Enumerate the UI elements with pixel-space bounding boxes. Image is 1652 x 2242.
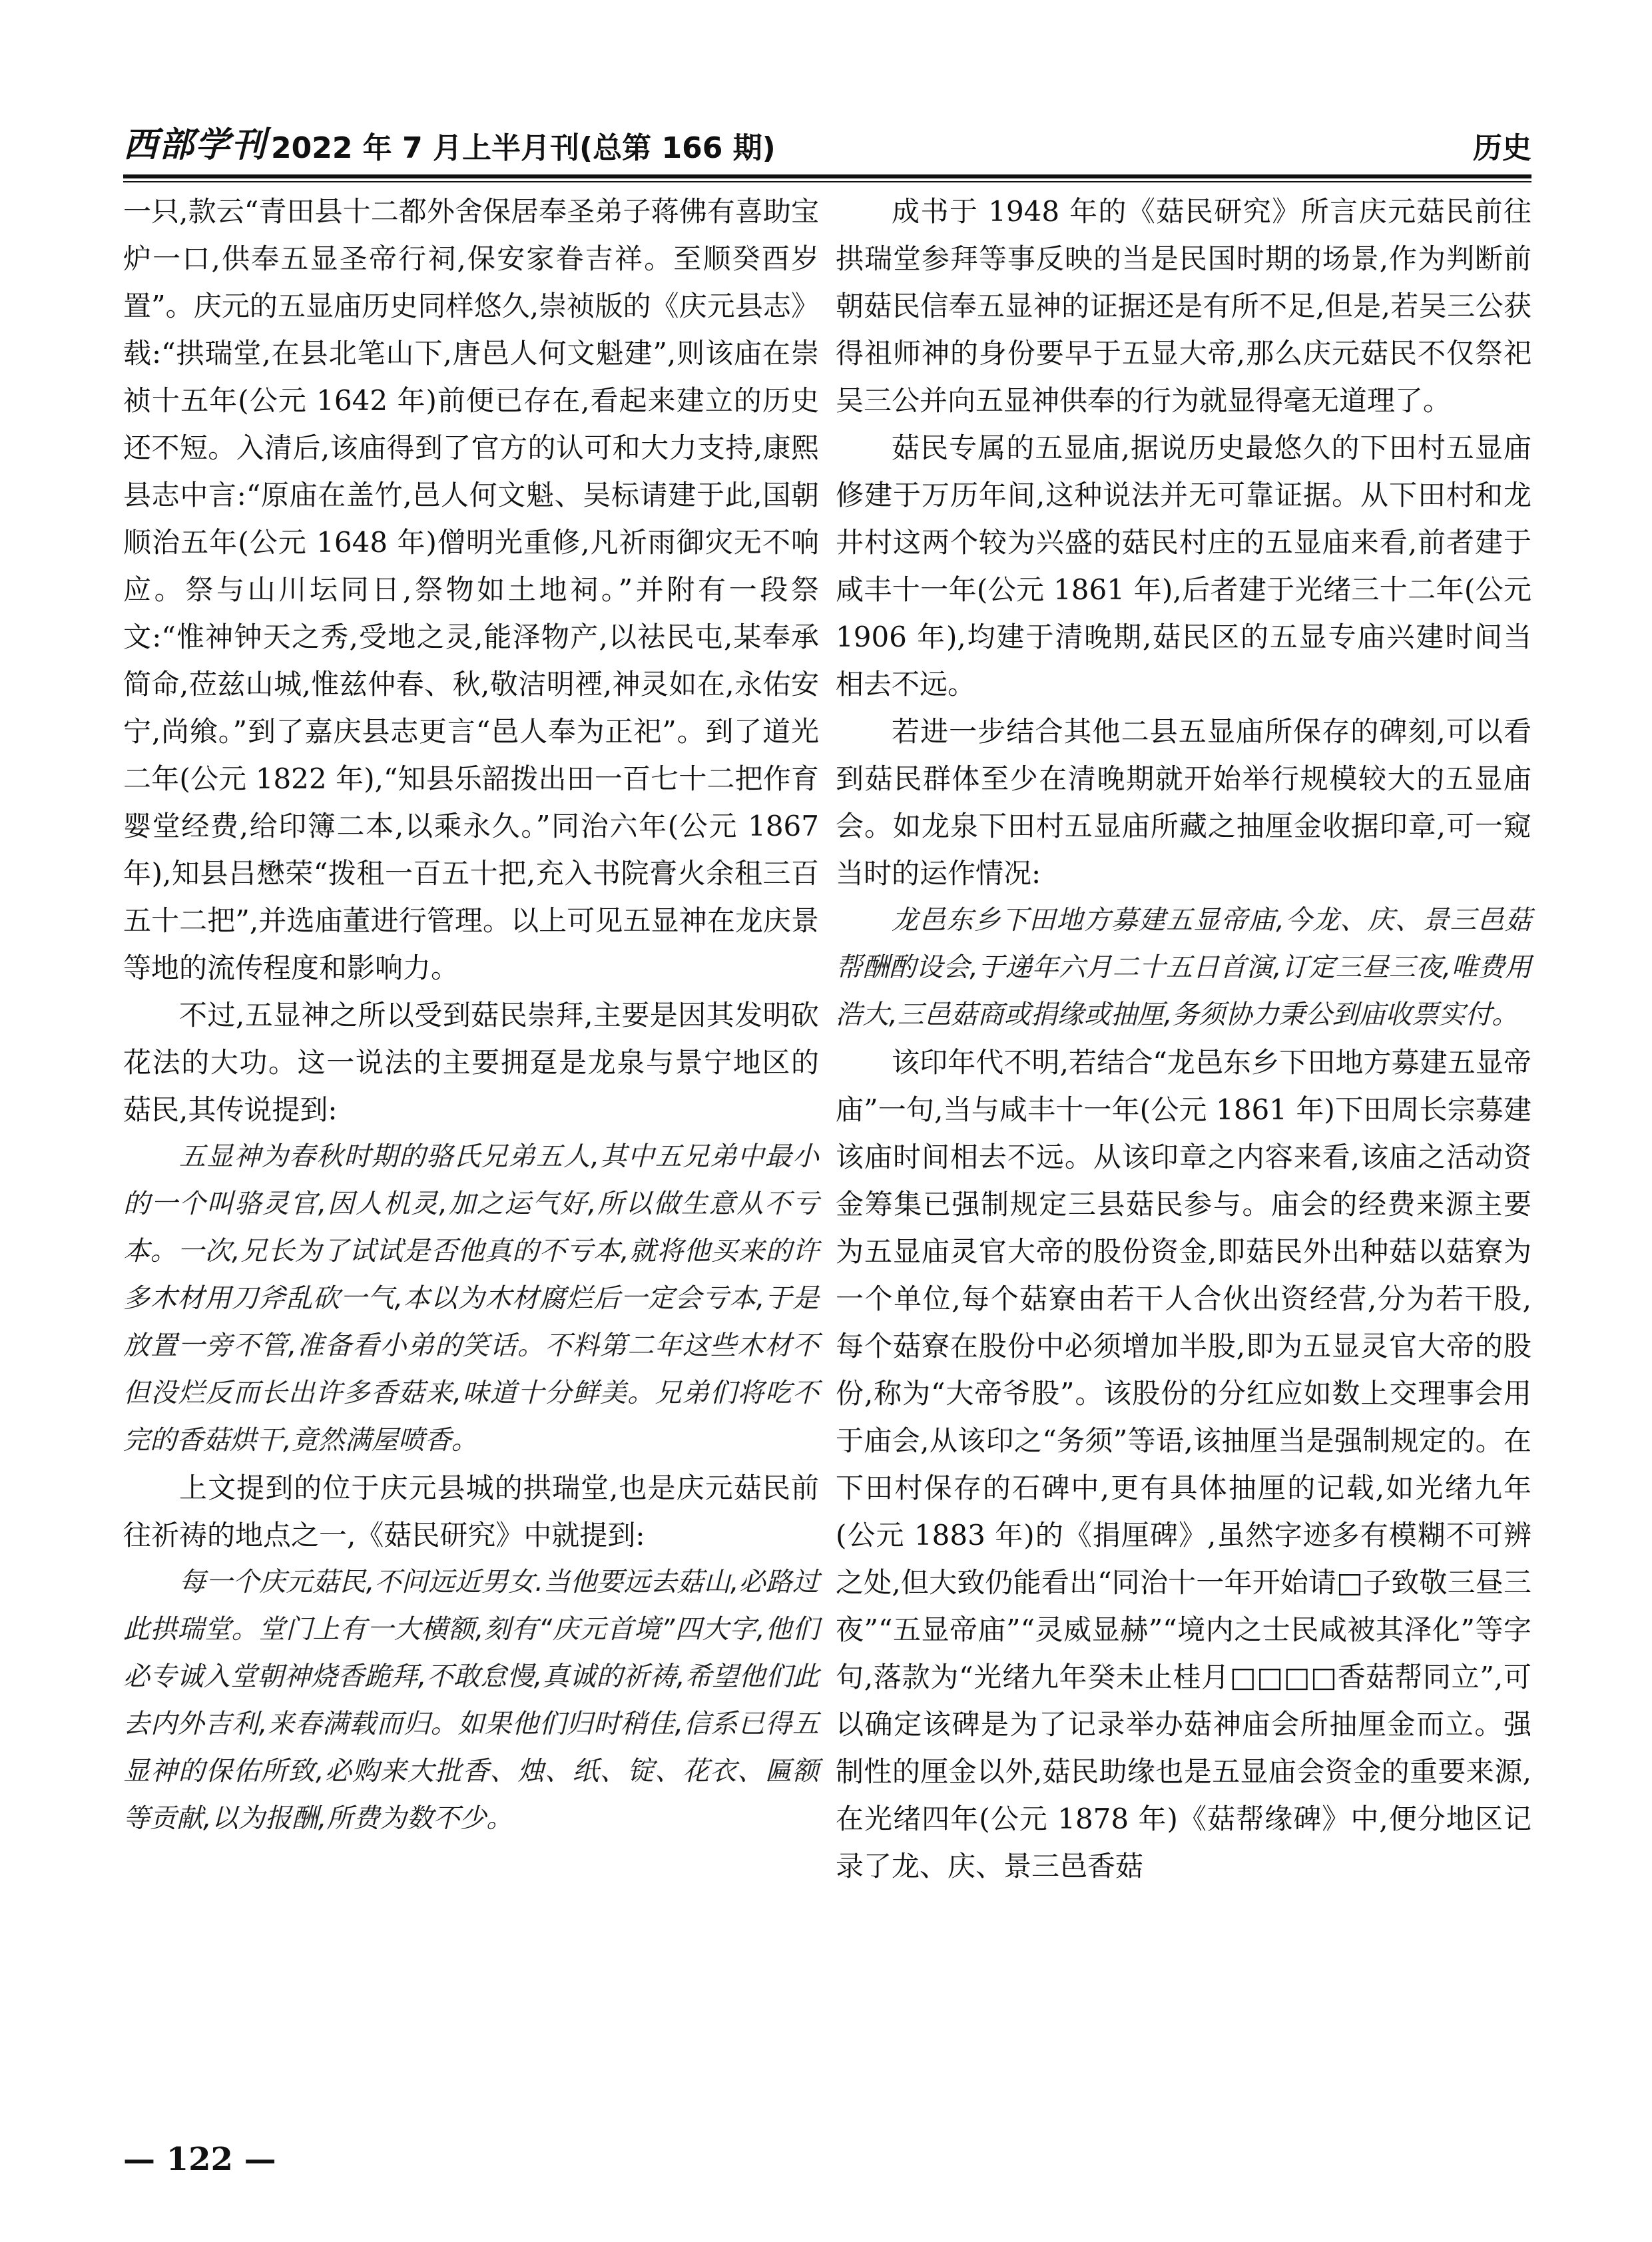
- section-label: 历史: [1473, 131, 1531, 165]
- paragraph: 若进一步结合其他二县五显庙所保存的碑刻,可以看到菇民群体至少在清晚期就开始举行规模较大的五显庙会。如龙泉下田村五显庙所藏之抽厘金收据印章,可一窥当时的运作情况:: [836, 715, 1531, 890]
- paragraph: 该印年代不明,若结合“龙邑东乡下田地方募建五显帝庙”一句,当与咸丰十一年(公元 1861 年)下田周长宗募建该庙时间相去不远。从该印章之内容来看,该庙之活动资金筹集已强制规定三县菇民参与。庙会的经费来源主要为五显庙灵官大帝的股份资金,即菇民外出种菇以菇寮为一个单位,每个菇寮由若干人合伙出资经营,分为若干股,每个菇寮在股份中必须增加半股,即为五显灵官大帝的股份,称为“大帝爷股”。该股份的分红应如数上交理事会用于庙会,从该印之“务须”等语,该抽厘当是强制规定的。在下田村保存的石碑中,更有具体抽厘的记载,如光绪九年(公元 1883 年)的《捐厘碑》,虽然字迹多有模糊不可辨之处,但大致仍能看出“同治十一年开始请□子致敬三昼三夜”“五显帝庙”“灵威显赫”“境内之士民咸被其泽化”等字句,落款为“光绪九年癸未止桂月□□□□香菇帮同立”,可以确定该碑是为了记录举办菇神庙会所抽厘金而立。强制性的厘金以外,菇民助缘也是五显庙会资金的重要来源,在光绪四年(公元 1878 年)《菇帮缘碑》中,便分地区记录了龙、庆、景三邑香菇: [836, 1046, 1531, 1882]
- header-rule: [123, 174, 1531, 178]
- issue-info: 2022 年 7 月上半月刊(总第 166 期): [271, 131, 776, 165]
- paragraph: 成书于 1948 年的《菇民研究》所言庆元菇民前往拱瑞堂参拜等事反映的当是民国时期的场景,作为判断前朝菇民信奉五显神的证据还是有所不足,但是,若吴三公获得祖师神的身份要早于五显大帝,那么庆元菇民不仅祭祀吴三公并向五显神供奉的行为就显得毫无道理了。: [836, 195, 1531, 417]
- page-number: — 122 —: [123, 2141, 276, 2178]
- paragraph: 一只,款云“青田县十二都外舍保居奉圣弟子蒋佛有喜助宝炉一口,供奉五显圣帝行祠,保安家眷吉祥。至顺癸酉岁置”。庆元的五显庙历史同样悠久,崇祯版的《庆元县志》载:“拱瑞堂,在县北笔山下,唐邑人何文魁建”,则该庙在崇祯十五年(公元 1642 年)前便已存在,看起来建立的历史还不短。入清后,该庙得到了官方的认可和大力支持,康熙县志中言:“原庙在盖竹,邑人何文魁、吴标请建于此,国朝顺治五年(公元 1648 年)僧明光重修,凡祈雨御灾无不响应。祭与山川坛同日,祭物如土地祠。”并附有一段祭文:“惟神钟天之秀,受地之灵,能泽物产,以祛民屯,某奉承简命,莅兹山城,惟兹仲春、秋,敬洁明禋,神灵如在,永佑安宁,尚飨。”到了嘉庆县志更言“邑人奉为正祀”。到了道光二年(公元 1822 年),“知县乐韶拨出田一百七十二把作育婴堂经费,给印簿二本,以乘永久。”同治六年(公元 1867 年),知县吕懋荣“拨租一百五十把,充入书院膏火余租三百五十二把”,并选庙董进行管理。以上可见五显神在龙庆景等地的流传程度和影响力。: [123, 195, 819, 984]
- journal-logo: 西部学刊: [123, 125, 268, 165]
- left-column: [123, 188, 819, 1842]
- page-header: [123, 113, 1531, 166]
- paragraph: 上文提到的位于庆元县城的拱瑞堂,也是庆元菇民前往祈祷的地点之一,《菇民研究》中就提到:: [123, 1472, 819, 1551]
- right-column: [836, 188, 1531, 1890]
- block-quote: 五显神为春秋时期的骆氏兄弟五人,其中五兄弟中最小的一个叫骆灵官,因人机灵,加之运气好,所以做生意从不亏本。一次,兄长为了试试是否他真的不亏本,就将他买来的许多木材用刀斧乱砍一气,本以为木材腐烂后一定会亏本,于是放置一旁不管,准备看小弟的笑话。不料第二年这些木材不但没烂反而长出许多香菇来,味道十分鲜美。兄弟们将吃不完的香菇烘干,竟然满屋喷香。: [123, 1141, 819, 1456]
- paragraph: 菇民专属的五显庙,据说历史最悠久的下田村五显庙修建于万历年间,这种说法并无可靠证据。从下田村和龙井村这两个较为兴盛的菇民村庄的五显庙来看,前者建于咸丰十一年(公元 1861 年),后者建于光绪三十二年(公元 1906 年),均建于清晚期,菇民区的五显专庙兴建时间当相去不远。: [836, 431, 1531, 701]
- header-rule-thin: [123, 181, 1531, 182]
- header-left: [123, 117, 776, 166]
- paragraph: 不过,五显神之所以受到菇民崇拜,主要是因其发明砍花法的大功。这一说法的主要拥趸是龙泉与景宁地区的菇民,其传说提到:: [123, 999, 819, 1126]
- block-quote: 每一个庆元菇民,不问远近男女.当他要远去菇山,必路过此拱瑞堂。堂门上有一大横额,刻有“庆元首境”四大字,他们必专诚入堂朝神烧香跪拜,不敢怠慢,真诚的祈祷,希望他们此去内外吉利,来春满载而归。如果他们归时稍佳,信系已得五显神的保佑所致,必购来大批香、烛、纸、锭、花衣、匾额等贡献,以为报酬,所费为数不少。: [123, 1567, 819, 1834]
- block-quote: 龙邑东乡下田地方募建五显帝庙,今龙、庆、景三邑菇帮酬酌设会,于递年六月二十五日首演,订定三昼三夜,唯费用浩大,三邑菇商或捐缘或抽厘,务须协力秉公到庙收票实付。: [836, 905, 1531, 1030]
